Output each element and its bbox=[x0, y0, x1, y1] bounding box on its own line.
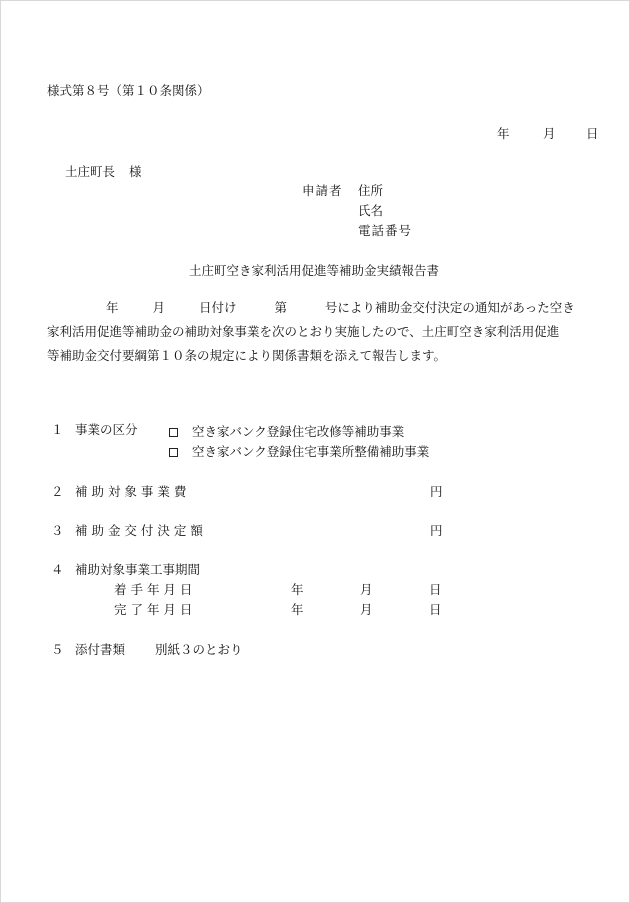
item-5-value: 別紙３のとおり bbox=[155, 642, 243, 657]
body-line-3: 等補助金交付要綱第１０条の規定により関係書類を添えて報告します。 bbox=[47, 347, 447, 363]
end-year-label: 年 bbox=[291, 602, 304, 617]
applicant-name-label: 氏名 bbox=[358, 203, 384, 218]
item-1-option-1 bbox=[169, 422, 404, 440]
item-1-number: １ bbox=[51, 422, 64, 437]
item-3-number: ３ bbox=[51, 523, 64, 538]
start-date-label: 着 手 年 月 日 bbox=[114, 582, 193, 597]
applicant-address-label: 住所 bbox=[358, 183, 384, 198]
form-number: 様式第８号（第１０条関係） bbox=[47, 83, 210, 98]
body-line-1 bbox=[47, 296, 607, 320]
checkbox-option-2[interactable] bbox=[169, 448, 178, 457]
start-year-label: 年 bbox=[291, 582, 304, 597]
body-line-2: 家利活用促進等補助金の補助対象事業を次のとおり実施したので、土庄町空き家利活用促進 bbox=[47, 323, 560, 339]
body-day-label: 日付け bbox=[198, 300, 237, 315]
item-1-option-2 bbox=[169, 442, 429, 460]
item-4-number: ４ bbox=[51, 562, 64, 577]
item-2-unit: 円 bbox=[430, 484, 443, 499]
date-day-label: 日 bbox=[586, 126, 599, 141]
body-line-1-rest: 号により補助金交付決定の通知があった空き bbox=[324, 300, 575, 315]
document-title: 土庄町空き家利活用促進等補助金実績報告書 bbox=[189, 263, 440, 278]
item-4-label: 補助対象事業工事期間 bbox=[75, 562, 201, 577]
item-2-label: 補 助 対 象 事 業 費 bbox=[75, 484, 187, 499]
applicant-label: 申請者 bbox=[302, 183, 343, 198]
end-date-label: 完 了 年 月 日 bbox=[114, 602, 193, 617]
body-no-label: 第 bbox=[274, 300, 287, 315]
body-month-label: 月 bbox=[152, 300, 165, 315]
date-month-label: 月 bbox=[543, 126, 556, 141]
body-year-label: 年 bbox=[105, 300, 119, 315]
item-3-unit: 円 bbox=[430, 523, 443, 538]
item-5-number: ５ bbox=[51, 642, 64, 657]
end-day-label: 日 bbox=[429, 602, 442, 617]
item-3-label: 補 助 金 交 付 決 定 額 bbox=[75, 523, 203, 538]
option-2-label: 空き家バンク登録住宅事業所整備補助事業 bbox=[192, 444, 430, 459]
option-1-label: 空き家バンク登録住宅改修等補助事業 bbox=[192, 424, 405, 439]
item-5-label: 添付書類 bbox=[75, 642, 126, 657]
date-year-label: 年 bbox=[497, 126, 510, 141]
start-day-label: 日 bbox=[429, 582, 442, 597]
start-month-label: 月 bbox=[360, 582, 373, 597]
addressee bbox=[65, 164, 142, 179]
item-2-number: ２ bbox=[51, 484, 64, 499]
addressee-name: 土庄町長 bbox=[65, 164, 116, 179]
body-paragraph bbox=[47, 296, 607, 367]
checkbox-option-1[interactable] bbox=[169, 428, 178, 437]
item-1-label: 事業の区分 bbox=[75, 422, 138, 437]
applicant-phone-label: 電話番号 bbox=[358, 223, 413, 238]
addressee-honorific: 様 bbox=[129, 164, 142, 179]
end-month-label: 月 bbox=[360, 602, 373, 617]
